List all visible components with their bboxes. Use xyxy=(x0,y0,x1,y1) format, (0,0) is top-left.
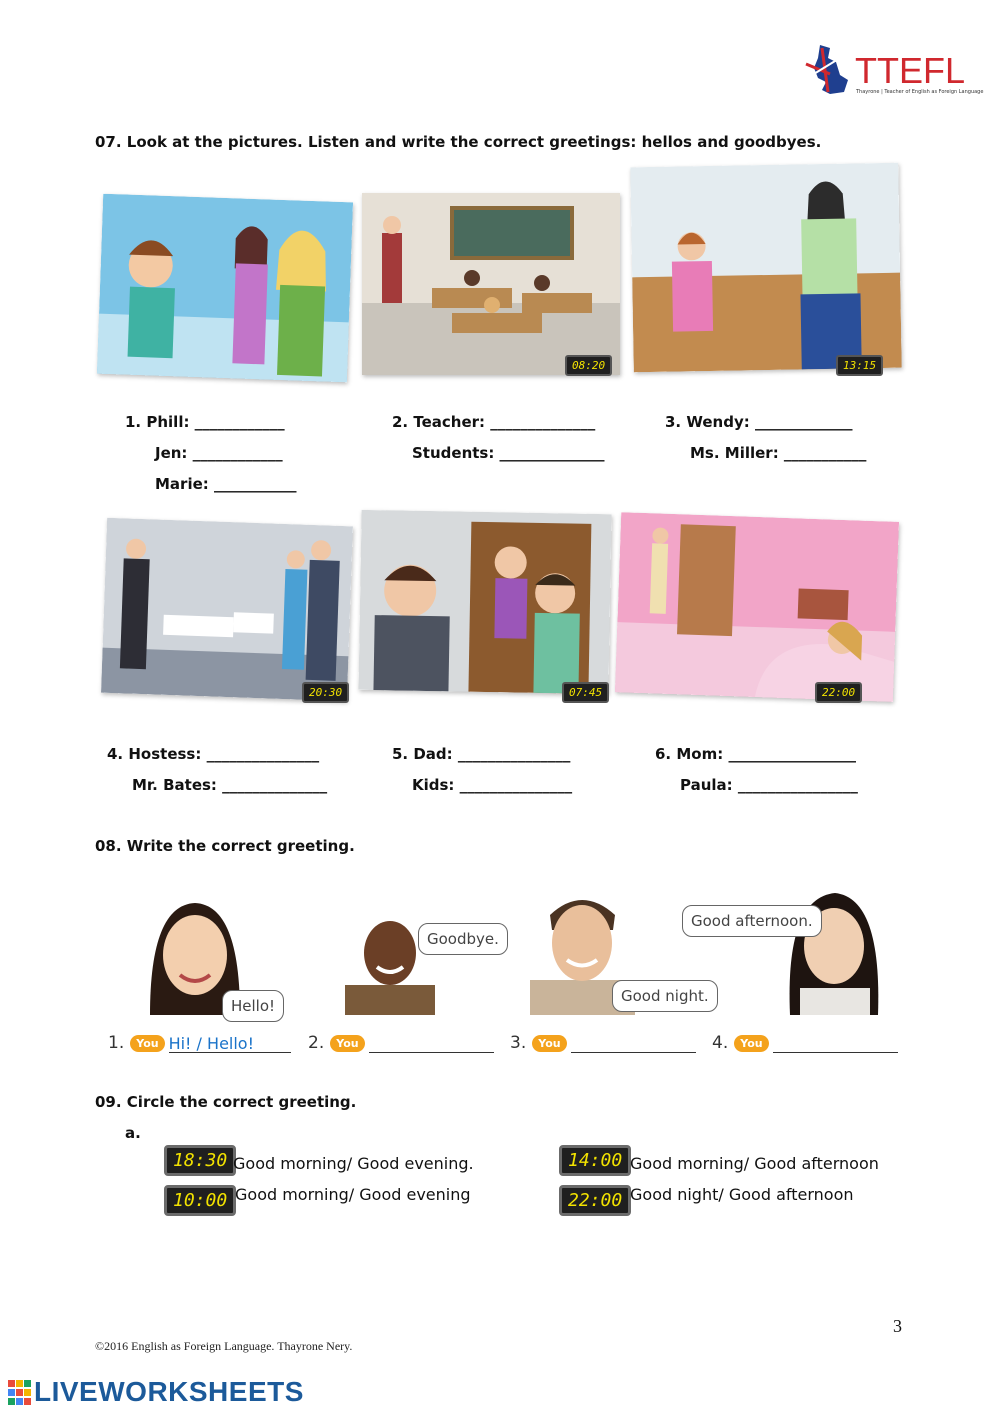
you-badge: You xyxy=(330,1035,364,1052)
you-badge: You xyxy=(532,1035,566,1052)
ex08-item-2 xyxy=(308,1033,494,1053)
picture-girl-teacher xyxy=(630,163,902,373)
digital-clock-10-00: 10:00 xyxy=(164,1185,236,1216)
ex08-title: 08. Write the correct greeting. xyxy=(95,837,355,855)
picture-friends-greeting xyxy=(97,194,353,383)
answer-hostess[interactable]: 4. Hostess: _______________ xyxy=(107,745,320,763)
brand-tagline: Thayrone | Teacher of English as Foreign Language xyxy=(856,89,984,95)
ex08-item-4 xyxy=(712,1033,898,1053)
item-number: 2. xyxy=(308,1033,325,1053)
clock-07-45: 07:45 xyxy=(562,682,609,703)
ex08-answer-3[interactable] xyxy=(571,1034,696,1053)
digital-clock-18-30: 18:30 xyxy=(164,1145,236,1176)
item-number: 4. xyxy=(712,1033,729,1053)
answer-paula[interactable]: Paula: ________________ xyxy=(680,776,858,794)
clock-20-30: 20:30 xyxy=(302,682,349,703)
ex08-answer-1[interactable]: Hi! / Hello! xyxy=(169,1034,291,1053)
clock-08-20: 08:20 xyxy=(565,355,612,376)
picture-mom-bedroom xyxy=(615,512,899,702)
page-number: 3 xyxy=(893,1316,902,1336)
answer-phill[interactable]: 1. Phill: ____________ xyxy=(125,413,285,431)
picture-restaurant xyxy=(101,518,353,701)
answer-mr-bates[interactable]: Mr. Bates: ______________ xyxy=(132,776,328,794)
speech-bubble-hello: Hello! xyxy=(222,990,284,1022)
speech-bubble-goodbye: Goodbye. xyxy=(418,923,508,955)
liveworksheets-logo-icon xyxy=(8,1380,32,1410)
answer-wendy[interactable]: 3. Wendy: _____________ xyxy=(665,413,853,431)
you-badge: You xyxy=(734,1035,768,1052)
ex07-title: 07. Look at the pictures. Listen and write the correct greetings: hellos and goodbyes. xyxy=(95,133,822,151)
clock-22-00: 22:00 xyxy=(815,682,862,703)
speech-bubble-good-night: Good night. xyxy=(612,980,718,1012)
ex09-sub-a: a. xyxy=(125,1124,141,1142)
ex08-item-3 xyxy=(510,1033,696,1053)
picture-classroom xyxy=(362,193,620,375)
ex08-item-1 xyxy=(108,1033,291,1053)
digital-clock-22-00: 22:00 xyxy=(559,1185,631,1216)
picture-dad-kids xyxy=(358,510,611,694)
answer-mom[interactable]: 6. Mom: _________________ xyxy=(655,745,856,763)
ex08-answer-2[interactable] xyxy=(369,1034,494,1053)
digital-clock-14-00: 14:00 xyxy=(559,1145,631,1176)
answer-ms-miller[interactable]: Ms. Miller: ___________ xyxy=(690,444,867,462)
portrait-boy xyxy=(335,905,445,1015)
option-14-00[interactable]: Good morning/ Good afternoon xyxy=(630,1154,879,1173)
you-badge: You xyxy=(130,1035,164,1052)
answer-students[interactable]: Students: ______________ xyxy=(412,444,605,462)
option-18-30[interactable]: Good morning/ Good evening. xyxy=(233,1154,474,1173)
clock-13-15: 13:15 xyxy=(836,355,883,376)
item-number: 3. xyxy=(510,1033,527,1053)
ex08-answer-4[interactable] xyxy=(773,1034,898,1053)
answer-kids[interactable]: Kids: _______________ xyxy=(412,776,573,794)
option-10-00[interactable]: Good morning/ Good evening xyxy=(235,1185,471,1204)
liveworksheets-brand: LIVEWORKSHEETS xyxy=(34,1376,304,1407)
brand-name: TTEFL xyxy=(855,50,966,91)
speech-bubble-good-afternoon: Good afternoon. xyxy=(682,905,822,937)
item-number: 1. xyxy=(108,1033,125,1053)
answer-marie[interactable]: Marie: ___________ xyxy=(155,475,297,493)
answer-jen[interactable]: Jen: ____________ xyxy=(155,444,283,462)
ex09-title: 09. Circle the correct greeting. xyxy=(95,1093,357,1111)
uk-map-icon xyxy=(800,40,860,100)
answer-dad[interactable]: 5. Dad: _______________ xyxy=(392,745,571,763)
answer-teacher[interactable]: 2. Teacher: ______________ xyxy=(392,413,596,431)
copyright: ©2016 English as Foreign Language. Thayrone Nery. xyxy=(95,1339,353,1353)
option-22-00[interactable]: Good night/ Good afternoon xyxy=(630,1185,854,1204)
